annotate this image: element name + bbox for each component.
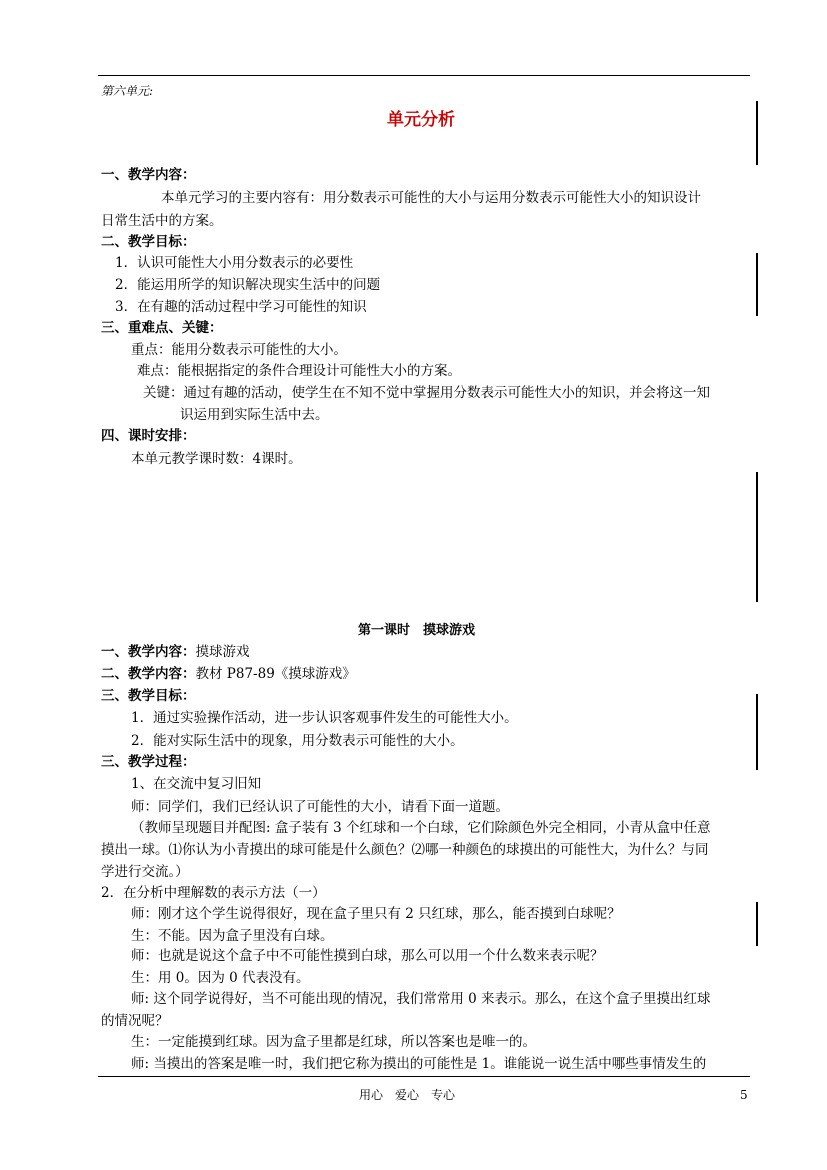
process-line: 师: 这个同学说得好，当不可能出现的情况，我们常常用 0 来表示。那么，在这个盒子里摸出红球	[131, 991, 711, 1007]
process-line: 2．在分析中理解数的表示方法（一）	[101, 885, 326, 901]
process-line: 生：不能。因为盒子里没有白球。	[131, 928, 334, 944]
paragraph-line: 本单元学习的主要内容有：用分数表示可能性的大小与运用分数表示可能性大小的知识设计	[161, 190, 701, 206]
footer-motto: 用心 爱心 专心	[359, 1088, 456, 1102]
process-line: 师：也就是说这个盒子中不可能性摸到白球，那么可以用一个什么数来表示呢？	[131, 948, 604, 964]
list-item: 2．能运用所学的知识解决现实生活中的问题	[115, 277, 381, 293]
margin-bar	[756, 902, 758, 946]
process-line: 学进行交流。）	[101, 864, 189, 880]
footer-rule	[98, 1076, 750, 1077]
margin-bar	[756, 472, 758, 602]
section-heading: 一、教学内容：	[101, 167, 196, 183]
schedule-text: 本单元教学课时数：4课时。	[131, 451, 302, 467]
unit-label: 第六单元:	[101, 84, 154, 98]
list-item: 3．在有趣的活动过程中学习可能性的知识	[115, 299, 367, 315]
page-number: 5	[740, 1088, 748, 1102]
section-heading: 三、教学过程：	[101, 754, 196, 770]
section-heading: 二、教学内容：	[101, 666, 196, 682]
lesson-content-row	[101, 664, 356, 684]
process-line: 师：同学们，我们已经认识了可能性的大小，请看下面一道题。	[131, 799, 509, 815]
margin-bar	[756, 101, 758, 165]
list-item: 2．能对实际生活中的现象，用分数表示可能性的大小。	[131, 733, 464, 749]
process-line: 生：用 0。因为 0 代表没有。	[131, 970, 310, 986]
process-line: 师: 当摸出的答案是唯一时，我们把它称为摸出的可能性是 1。谁能说一说生活中哪些事情发生的	[131, 1056, 707, 1072]
process-line: 的情况呢？	[101, 1013, 169, 1029]
section-heading: 二、教学目标：	[101, 234, 196, 250]
lesson-content-row	[101, 642, 250, 662]
list-item: 1．认识可能性大小用分数表示的必要性	[115, 255, 354, 271]
list-item: 1．通过实验操作活动，进一步认识客观事件发生的可能性大小。	[131, 710, 518, 726]
process-line: 1、在交流中复习旧知	[131, 776, 262, 792]
process-line: 摸出一球。⑴你认为小青摸出的球可能是什么颜色？⑵哪一种颜色的球摸出的可能性大，为什么？与同	[101, 842, 709, 858]
process-line: 师：刚才这个学生说得很好，现在盒子里只有 2 只红球，那么，能否摸到白球呢？	[131, 906, 621, 922]
header-rule	[98, 75, 750, 76]
difficulty: 难点：能根据指定的条件合理设计可能性大小的方案。	[137, 363, 461, 379]
page-title: 单元分析	[387, 110, 455, 130]
margin-bar	[756, 253, 758, 316]
paragraph-line: 日常生活中的方案。	[101, 213, 223, 229]
crux-line: 识运用到实际生活中去。	[180, 407, 329, 423]
lesson-title: 第一课时 摸球游戏	[358, 623, 476, 638]
section-value: 摸球游戏	[195, 644, 250, 660]
crux-line: 关键：通过有趣的活动，使学生在不知不觉中掌握用分数表示可能性大小的知识，并会将这一知	[143, 385, 710, 401]
key-point: 重点：能用分数表示可能性的大小。	[131, 342, 347, 358]
section-heading: 四、课时安排：	[101, 428, 196, 444]
section-heading: 一、教学内容：	[101, 644, 196, 660]
process-line: 生：一定能摸到红球。因为盒子里都是红球，所以答案也是唯一的。	[131, 1034, 536, 1050]
section-value: 教材 P87-89《摸球游戏》	[195, 666, 356, 682]
section-heading: 三、重难点、关键：	[101, 320, 223, 336]
section-heading: 三、教学目标：	[101, 688, 196, 704]
margin-bar	[756, 694, 758, 770]
process-line: （教师呈现题目并配图: 盒子装有 3 个红球和一个白球，它们除颜色外完全相同，小青从盒中任意	[131, 820, 711, 836]
